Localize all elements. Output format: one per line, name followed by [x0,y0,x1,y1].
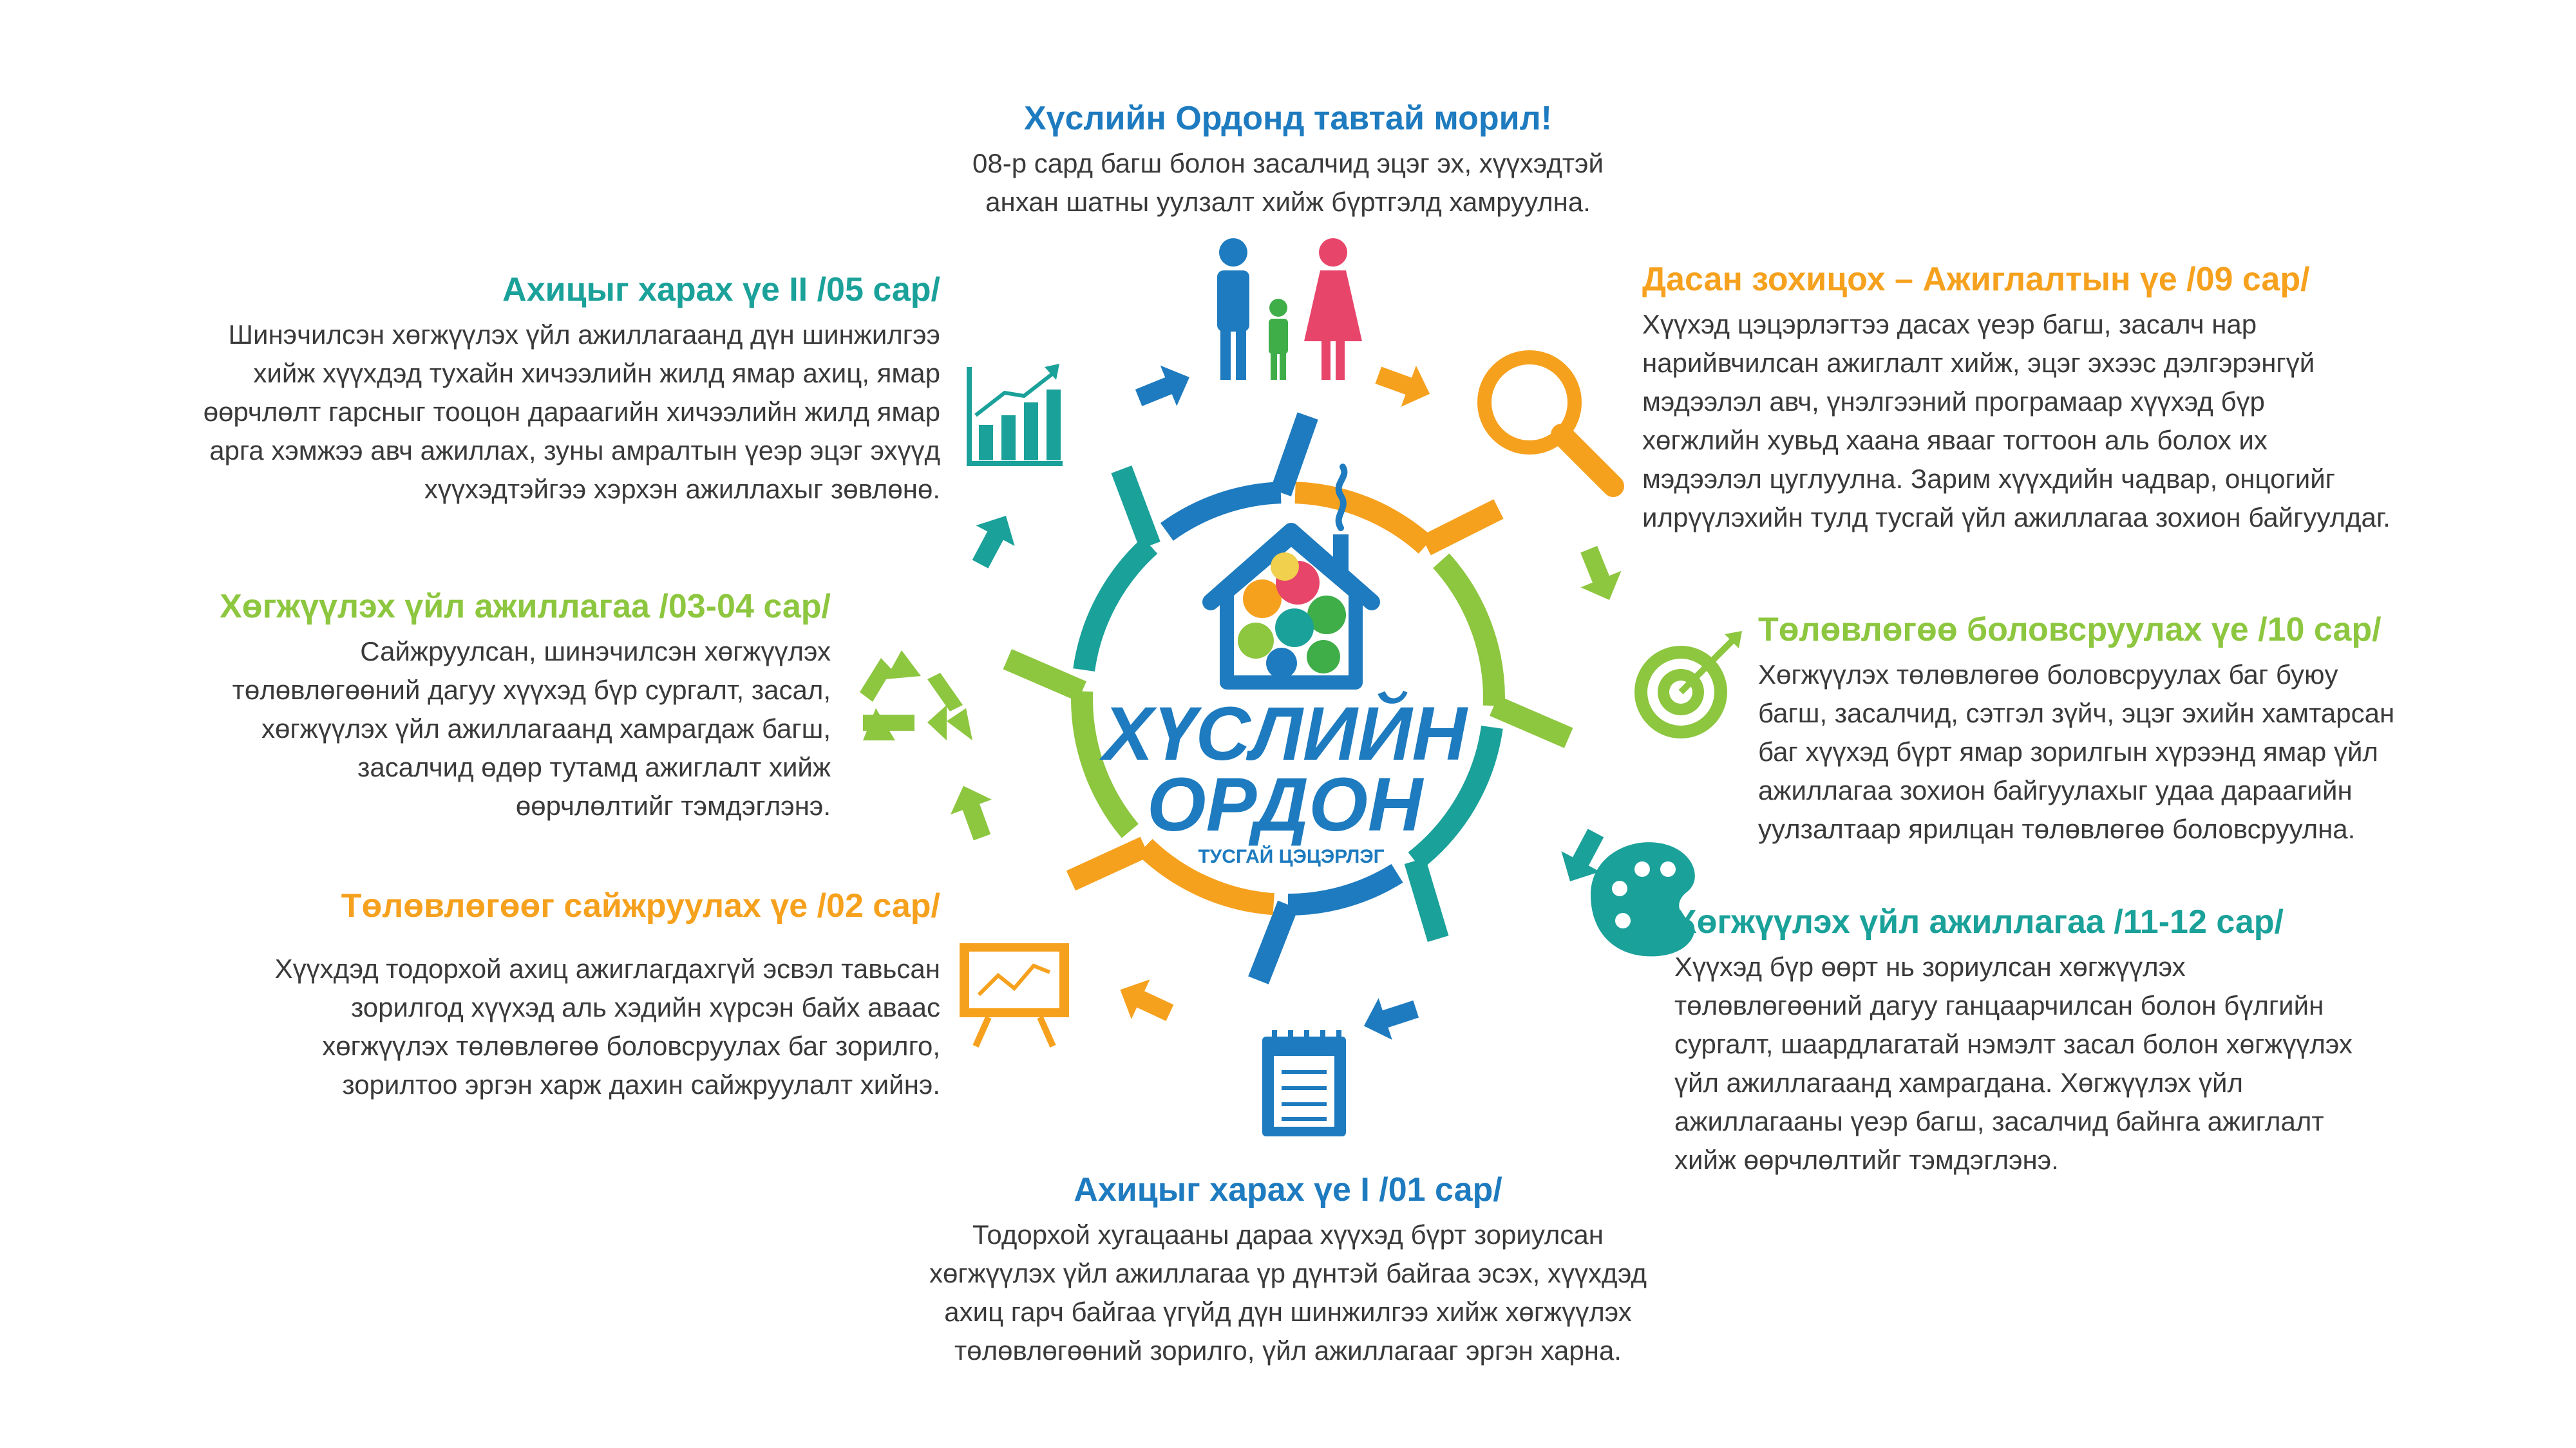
ring-segment-improve-plan-spoke [1071,847,1145,881]
magnifier-icon [1484,357,1613,486]
notepad-icon [1262,1030,1346,1136]
stage-progress-2-line: арга хэмжээ авч ажиллах, зуны амралтын үеэр эцэг эхүүд [209,435,940,465]
stage-planning-line: уулзалтаар ярилцан төлөвлөгөө боловсруулна. [1758,814,2356,844]
stage-improve-plan-title: Төлөвлөгөөг сайжруулах үе /02 сар/ [341,887,940,925]
stage-adaptation-line: нарийвчилсан ажиглалт хийж, эцэг эхээс дэлгэрэнгүй [1642,348,2315,378]
recycle-icon [860,650,972,740]
stage-planning-line: баг хүүхэд бүрт ямар зорилгын хүрээнд ямар үйл [1758,737,2378,767]
stage-planning-line: Хөгжүүлэх төлөвлөгөө боловсруулах баг буюу [1758,659,2338,690]
flow-arrow [1371,355,1437,415]
stage-adaptation [1642,259,2557,537]
stage-development-1112-line: Хүүхэд бүр өөрт нь зориулсан хөгжүүлэх [1674,952,2186,982]
stage-improve-plan-line: Хүүхдэд тодорхой ахиц ажиглагдахгүй эсвэл тавьсан [274,954,940,984]
stage-progress-2-title: Ахицыг харах үе II /05 сар/ [502,271,940,308]
ring-segment-progress-2-spoke [1121,469,1150,545]
flow-arrow [1357,988,1423,1047]
stage-development-0304-line: өөрчлөлтийг тэмдэглэнэ. [515,791,831,821]
ring-segment-planning-spoke [1494,706,1569,738]
stage-progress-1-line: төлөвлөгөөний зорилго, үйл ажиллагааг эргэн харна. [954,1335,1622,1366]
ring-segment-adaptation-spoke [1426,509,1499,546]
stage-progress-1 [837,1169,1739,1370]
stage-adaptation-line: илрүүлэхийн тулд тусгай үйл ажиллагаа зохион байгуулдаг. [1642,502,2391,532]
stage-adaptation-line: хөгжлийн хувьд хаана явааг тогтоон аль болох их [1642,425,2268,455]
ring-segment-intro-spoke [1281,416,1308,493]
stage-improve-plan-line: хөгжүүлэх төлөвлөгөө боловсруулах баг зорилго, [322,1031,940,1061]
family-icon [1217,238,1362,380]
stage-development-1112-line: үйл ажиллагаанд хамрагдана. Хөгжүүлэх үйл [1674,1067,2243,1098]
stage-development-1112-line: төлөвлөгөөний дагуу ганцаарчилсан болон бүлгийн [1674,990,2324,1020]
stage-development-1112-line: хийж өөрчлөлтийг тэмдэглэнэ. [1674,1145,2059,1175]
stage-development-1112-line: ажиллагааны үеэр багш, засалчид байнга ажиглалт [1674,1106,2324,1136]
flow-arrow [1130,357,1197,418]
target-icon [1634,631,1742,738]
stage-improve-plan-line: зорилтоо эргэн харж дахин сайжруулалт хийнэ. [342,1069,940,1100]
flow-arrow [1111,970,1179,1033]
stage-development-1112 [1674,901,2512,1180]
stage-development-0304-line: Сайжруулсан, шинэчилсэн хөгжүүлэх [360,636,831,666]
intro-line-0: 08-р сард багш болон засалчид эцэг эх, хүүхэдтэй [972,148,1604,178]
stage-progress-1-line: хөгжүүлэх үйл ажиллагаа үр дүнтэй байгаа эсэх, хүүхдэд [929,1258,1647,1288]
stage-development-0304-line: засалчид өдөр тутамд ажиглалт хийж [357,752,831,782]
stage-planning-line: ажиллагаа зохион байгуулахыг удаа дараагийн [1758,775,2353,805]
stage-planning-line: багш, засалчид, сэтгэл зүйч, эцэг эхийн хамтарсан [1758,698,2395,728]
stage-adaptation-line: мэдээлэл авч, үнэлгээний програмаар хүүхэд бүр [1642,386,2265,417]
stage-progress-2 [39,269,940,509]
presentation-board-icon [960,943,1069,1046]
stage-development-0304-line: төлөвлөгөөний дагуу хүүхэд бүр сургалт, засал, [232,675,831,705]
chart-growth-icon [969,364,1063,464]
ring-segment-progress-1 [1288,873,1397,905]
stage-development-0304 [64,586,831,825]
flow-arrow [943,778,1003,845]
stage-adaptation-title: Дасан зохицох – Ажиглалтын үе /09 сар/ [1642,261,2310,298]
stage-development-1112-line: сургалт, шаардлагатай нэмэлт засал болон хөгжүүлэх [1674,1029,2353,1059]
intro-title: Хүслийн Ордонд тавтай морил! [1024,100,1552,137]
stage-progress-2-line: өөрчлөлт гарсныг тооцон дараагийн хичээлийн жилд ямар [203,397,940,427]
flow-arrow [1569,541,1630,608]
intro-block [857,98,1719,221]
ring-segment-development-0304-spoke [1007,659,1082,691]
stage-progress-2-line: хүүхэдтэйгээ хэрхэн ажиллахыг зөвлөнө. [424,474,940,504]
ring-segment-adaptation [1295,493,1426,545]
ring-segment-progress-2 [1084,545,1150,670]
stage-improve-plan-line: зорилгод хүүхэд аль хэдийн хүрсэн байх аваас [351,992,940,1022]
stage-progress-1-line: Тодорхой хугацааны дараа хүүхэд бүрт зориулсан [972,1219,1604,1250]
ring-segment-development-1112-spoke [1415,861,1438,939]
stage-adaptation-line: мэдээлэл цуглуулна. Зарим хүүхдийн чадвар, онцогийг [1642,464,2336,494]
ring-segment-intro [1167,493,1281,532]
stage-development-0304-line: хөгжүүлэх үйл ажиллагаанд хамрагдаж багш, [261,713,831,744]
stage-progress-2-line: хийж хүүхдэд тухайн хичээлийн жилд ямар ахиц, ямар [253,358,940,388]
stage-progress-1-title: Ахицыг харах үе I /01 сар/ [1074,1171,1502,1208]
stage-development-1112-title: Хөгжүүлэх үйл ажиллагаа /11-12 сар/ [1674,903,2284,941]
ring-segment-progress-1-spoke [1258,905,1288,981]
stage-progress-2-line: Шинэчилсэн хөгжүүлэх үйл ажиллагаанд дүн шинжилгээ [228,319,940,350]
stage-adaptation-line: Хүүхэд цэцэрлэгтээ дасах үеэр багш, засалч нар [1642,309,2257,339]
stage-improve-plan [116,885,940,1104]
stage-planning [1758,609,2531,849]
ring-segment-planning [1441,561,1494,706]
intro-line-1: анхан шатны уулзалт хийж бүртгэлд хамруулна. [985,187,1591,217]
stage-development-0304-title: Хөгжүүлэх үйл ажиллагаа /03-04 сар/ [220,588,831,625]
logo-subtitle: ТУСГАЙ ЦЭЦЭРЛЭГ [1198,846,1385,867]
flow-arrow [961,505,1025,574]
stage-planning-title: Төлөвлөгөө боловсруулах үе /10 сар/ [1758,611,2382,648]
logo-line1: ХҮСЛИЙН [1103,691,1467,776]
stage-progress-1-line: ахиц гарч байгаа үгүйд дүн шинжилгээ хийж хөгжүүлэх [944,1297,1632,1327]
logo-line2: ОРДОН [1146,762,1423,847]
